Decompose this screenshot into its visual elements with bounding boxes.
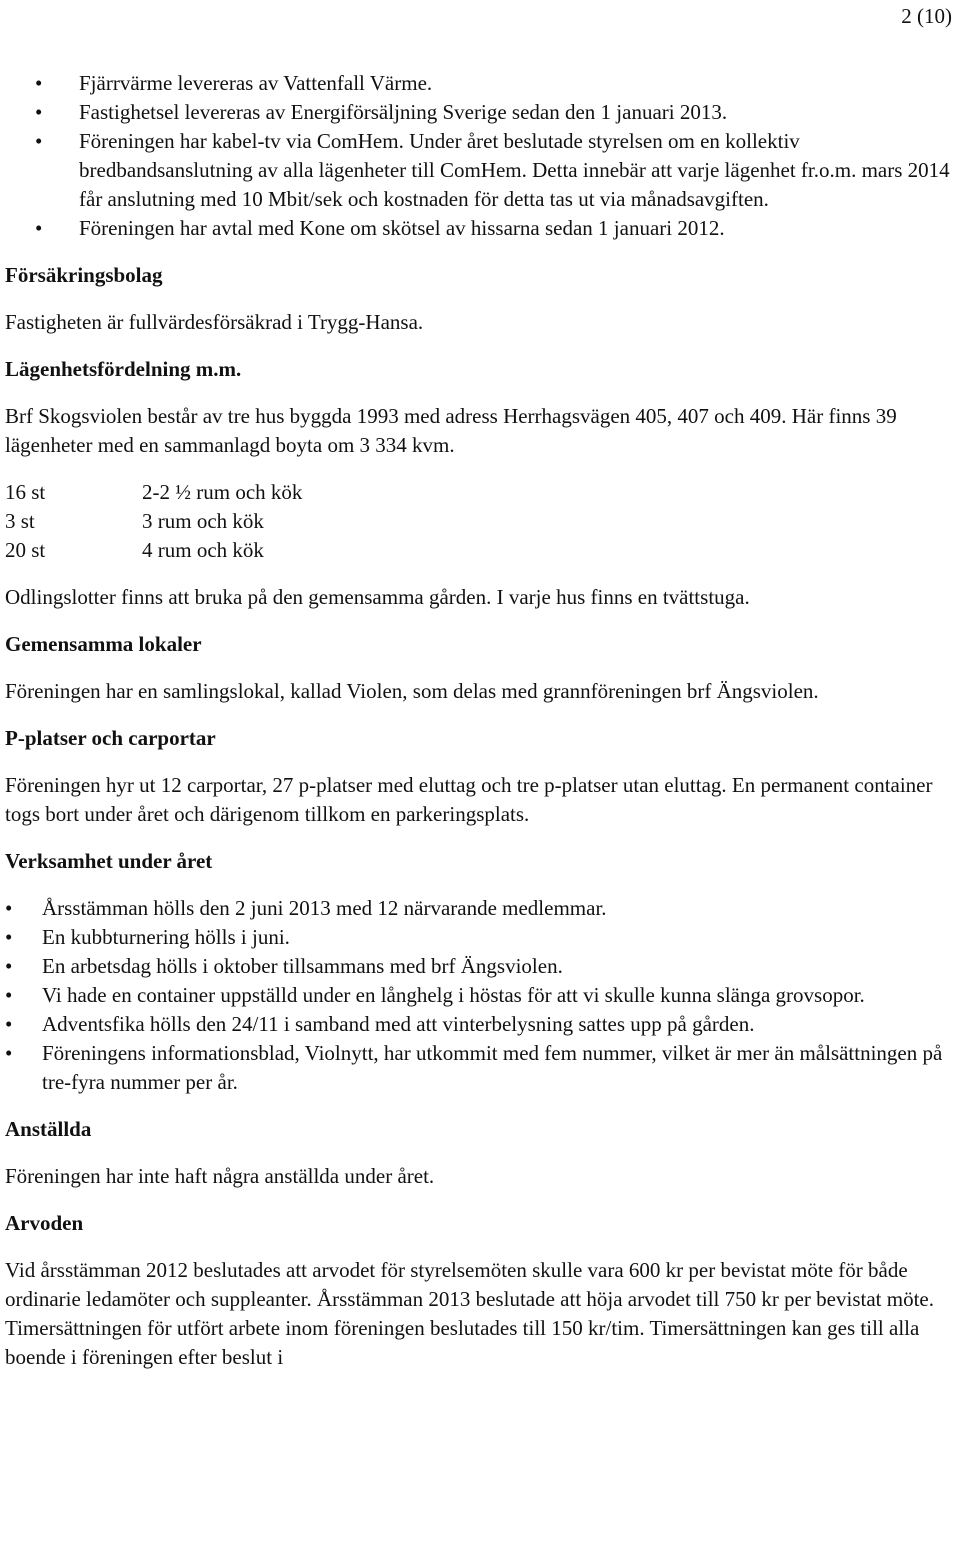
apartment-count: 20 st <box>5 538 46 562</box>
list-item: • Årsstämman hölls den 2 juni 2013 med 12 närvarande medlemmar. <box>5 894 955 923</box>
list-item: • Adventsfika hölls den 24/11 i samband med att vinterbelysning sattes upp på gården. <box>5 1010 955 1039</box>
section-heading-insurance: Försäkringsbolag <box>5 263 163 287</box>
insurance-text: Fastigheten är fullvärdesförsäkrad i Trygg-Hansa. <box>5 310 424 334</box>
section-heading-fees: Arvoden <box>5 1211 84 1235</box>
document-body <box>5 69 955 1372</box>
list-item: • Fjärrvärme levereras av Vattenfall Värme. <box>5 69 955 98</box>
section-heading-parking: P-platser och carportar <box>5 726 216 750</box>
apartment-distribution-table <box>5 478 302 565</box>
section-heading-employees: Anställda <box>5 1117 92 1141</box>
table-row <box>5 507 302 536</box>
list-item: • En arbetsdag hölls i oktober tillsammans med brf Ängsviolen. <box>5 952 955 981</box>
page-number: 2 (10) <box>901 4 952 28</box>
parking-text: Föreningen hyr ut 12 carportar, 27 p-platser med eluttag och tre p-platser utan eluttag. En permanent container togs bort under året och därigenom tillkom en parkeringsplats. <box>5 773 933 826</box>
section-heading-activities: Verksamhet under året <box>5 849 213 873</box>
list-item: • Föreningens informationsblad, Violnytt, har utkommit med fem nummer, vilket är mer än målsättningen på tre-fyra nummer per år. <box>5 1039 955 1097</box>
apartment-type: 4 rum och kök <box>142 538 264 562</box>
list-item: • Vi hade en container uppställd under en långhelg i höstas för att vi skulle kunna slänga grovsopor. <box>5 981 955 1010</box>
apartments-text: Brf Skogsviolen består av tre hus byggda 1993 med adress Herrhagsvägen 405, 407 och 409. Här finns 39 lägenheter med en sammanlagd boyta om 3 334 kvm. <box>5 404 897 457</box>
list-item: • Fastighetsel levereras av Energiförsäljning Sverige sedan den 1 januari 2013. <box>5 98 955 127</box>
apartment-count: 3 st <box>5 509 35 533</box>
apartments-note: Odlingslotter finns att bruka på den gemensamma gården. I varje hus finns en tvättstuga. <box>5 585 750 609</box>
list-item: • En kubbturnering hölls i juni. <box>5 923 955 952</box>
apartment-type: 3 rum och kök <box>142 509 264 533</box>
apartment-type: 2-2 ½ rum och kök <box>142 480 303 504</box>
activities-bullet-list <box>5 894 955 1097</box>
section-heading-apartments: Lägenhetsfördelning m.m. <box>5 357 242 381</box>
fees-text: Vid årsstämman 2012 beslutades att arvodet för styrelsemöten skulle vara 600 kr per bevistat möte för både ordinarie ledamöter och suppleanter. Årsstämman 2013 beslutade att höja arvodet till 750 kr per bevistat möte. Timersättningen för utfört arbete inom föreningen beslutades till 150 kr/tim. Timersättningen kan ges till alla boende i föreningen efter beslut i <box>5 1258 934 1369</box>
intro-bullet-list <box>5 69 955 243</box>
employees-text: Föreningen har inte haft några anställda under året. <box>5 1164 435 1188</box>
list-item: • Föreningen har avtal med Kone om skötsel av hissarna sedan 1 januari 2012. <box>5 214 955 243</box>
apartment-count: 16 st <box>5 480 46 504</box>
common-rooms-text: Föreningen har en samlingslokal, kallad Violen, som delas med grannföreningen brf Ängsviolen. <box>5 679 819 703</box>
table-row <box>5 478 302 507</box>
section-heading-common-rooms: Gemensamma lokaler <box>5 632 202 656</box>
table-row <box>5 536 302 565</box>
list-item: • Föreningen har kabel-tv via ComHem. Under året beslutade styrelsen om en kollektiv bredbandsanslutning av alla lägenheter till ComHem. Detta innebär att varje lägenhet fr.o.m. mars 2014 får anslutning med 10 Mbit/sek och kostnaden för detta tas ut via månadsavgiften. <box>5 127 955 214</box>
